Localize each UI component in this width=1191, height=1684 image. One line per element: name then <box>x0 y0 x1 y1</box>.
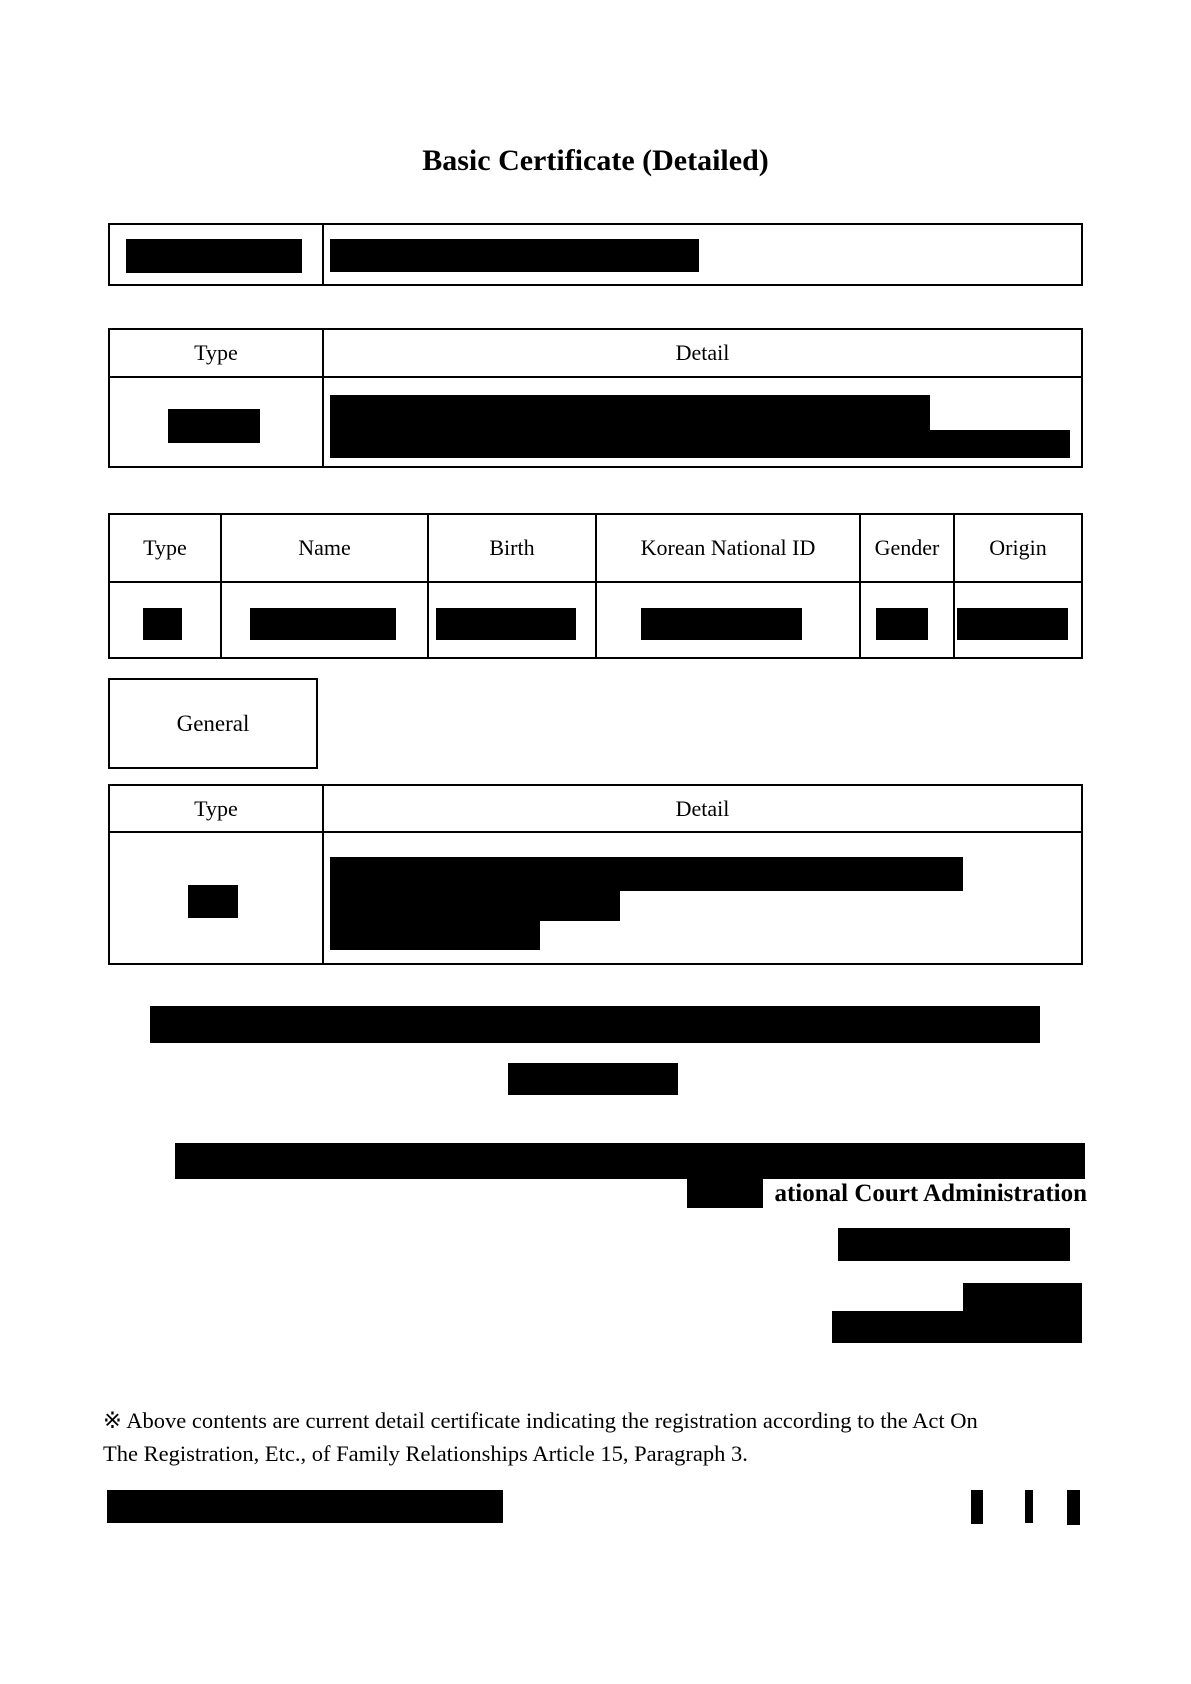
redaction-person-birth-value <box>436 608 576 640</box>
redaction-signature-line-2 <box>832 1311 1082 1343</box>
redaction-paragraph-line <box>150 1006 1040 1043</box>
redaction-person-name-value <box>250 608 396 640</box>
redaction-general-detail-line-2 <box>330 891 620 921</box>
redaction-date-line <box>838 1228 1070 1261</box>
redaction-centered-line <box>508 1063 678 1095</box>
redaction-person-id-value <box>641 608 802 640</box>
redaction-reg-detail-line-2 <box>330 430 1070 458</box>
general-type-header: Type <box>110 786 324 833</box>
general-section-label: General <box>108 678 318 769</box>
page-title: Basic Certificate (Detailed) <box>422 144 769 177</box>
redaction-base-left-value <box>126 239 302 273</box>
redaction-footer-mark-3 <box>1067 1490 1080 1525</box>
general-detail-header: Detail <box>324 786 1081 833</box>
redaction-footer-mark-1 <box>971 1490 983 1524</box>
redaction-footer-left-bar <box>107 1490 503 1523</box>
person-header-gender: Gender <box>861 515 955 583</box>
redaction-issuer-prefix <box>687 1179 763 1208</box>
person-header-type: Type <box>110 515 222 583</box>
redaction-signature-line-1 <box>963 1283 1082 1311</box>
redaction-person-type-value <box>143 608 182 640</box>
redaction-person-origin-value <box>957 608 1068 640</box>
redaction-footer-mark-2 <box>1025 1490 1033 1523</box>
redaction-reg-type-value <box>168 409 260 443</box>
certificate-note <box>103 1404 1063 1470</box>
issuer-text: ational Court Administration <box>774 1180 1087 1207</box>
redaction-general-detail-line-1 <box>330 857 963 891</box>
redaction-person-gender-value <box>876 608 928 640</box>
note-line-1: ※ Above contents are current detail certificate indicating the registration according to the Act On <box>103 1408 978 1433</box>
redaction-base-right-value <box>330 239 699 272</box>
redaction-general-detail-line-3 <box>330 921 540 950</box>
redaction-issuance-line <box>175 1143 1085 1179</box>
note-line-2: The Registration, Etc., of Family Relationships Article 15, Paragraph 3. <box>103 1441 748 1466</box>
person-header-national-id: Korean National ID <box>597 515 861 583</box>
redaction-general-type-value <box>188 885 238 918</box>
redaction-reg-detail-line-1 <box>330 395 930 430</box>
person-header-name: Name <box>222 515 429 583</box>
registration-type-header: Type <box>110 330 324 378</box>
person-header-birth: Birth <box>429 515 597 583</box>
person-header-origin: Origin <box>955 515 1081 583</box>
registration-detail-header: Detail <box>324 330 1081 378</box>
